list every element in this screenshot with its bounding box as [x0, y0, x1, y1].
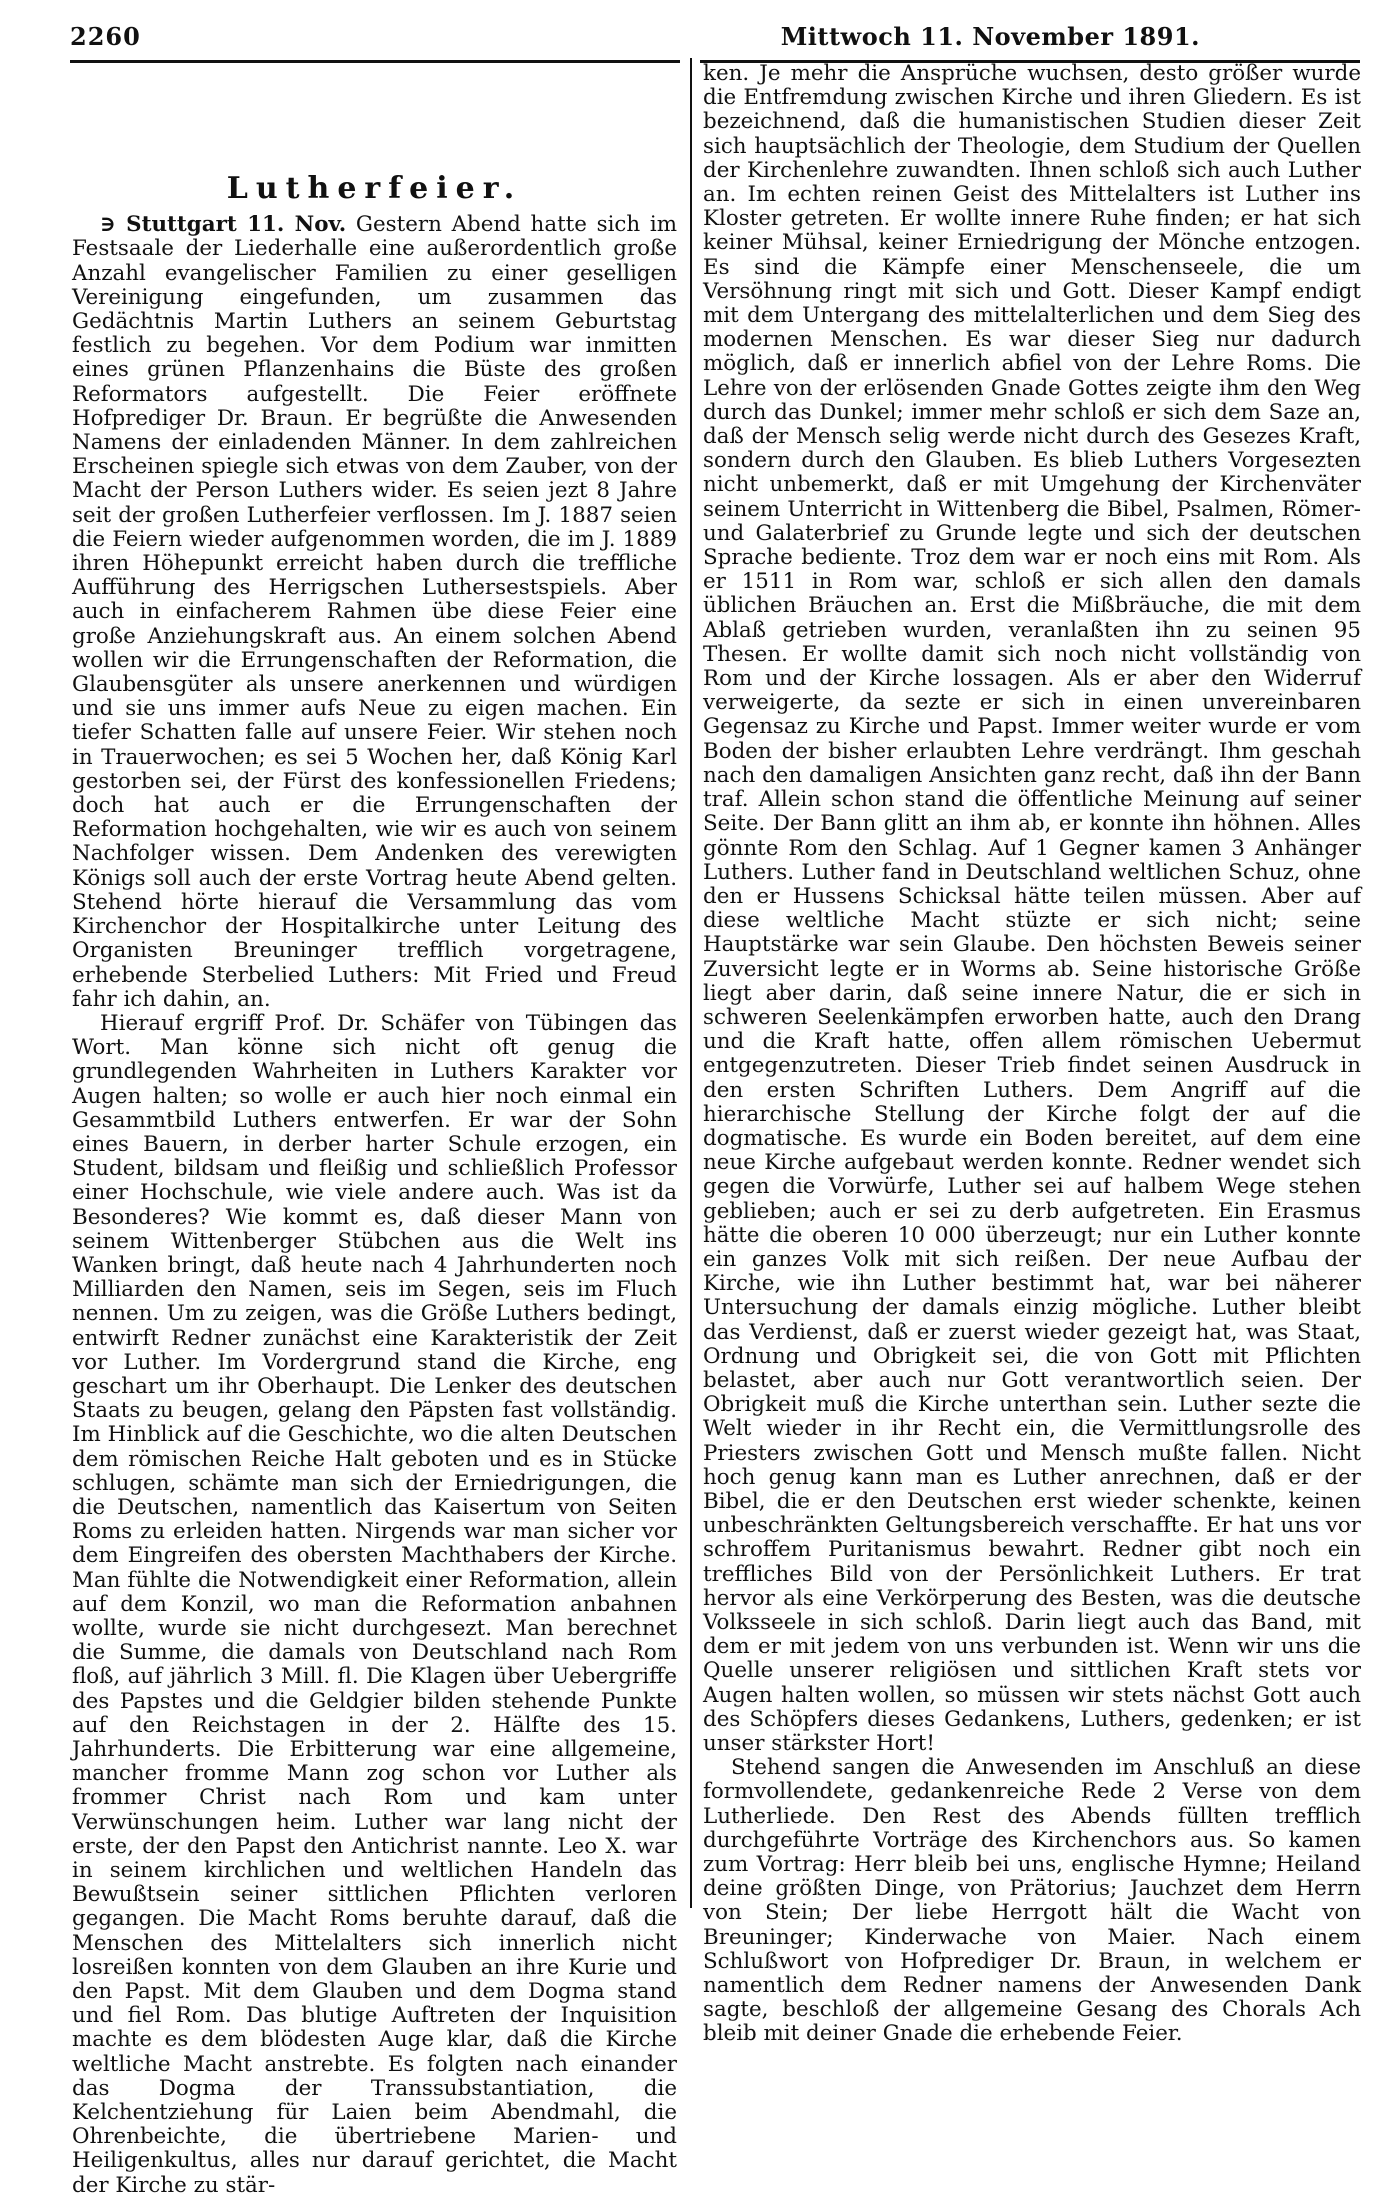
issue-date: Mittwoch 11. November 1891.	[780, 22, 1200, 51]
left-column	[72, 62, 677, 2198]
dateline: ∋ Stuttgart 11. Nov.	[100, 212, 347, 238]
article-paragraph: ken. Je mehr die Ansprüche wuchsen, desto größer wurde die Entfremdung zwischen Kirche und ihren Gliedern. Es ist bezeichnend, daß die humanistischen Studien dieser Zeit sich hauptsächlich der Theologie, dem Studium der Quellen der Kirchenlehre zuwandten. Ihnen schloß sich auch Luther an. Im echten reinen Geist des Mittelalters ist Luther ins Kloster getreten. Er wollte innere Ruhe finden; er hat sich keiner Mühsal, keiner Erniedrigung der Mönche entzogen. Es sind die Kämpfe einer Menschenseele, die um Versöhnung ringt mit sich und Gott. Dieser Kampf endigt mit dem Untergang des mittelalterlichen und dem Sieg des modernen Menschen. Es war dieser Sieg nur dadurch möglich, daß er innerlich abfiel von der Lehre Roms. Die Lehre von der erlösenden Gnade Gottes zeigte ihm den Weg durch das Dunkel; immer mehr schloß er sich dem Saze an, daß der Mensch selig werde nicht durch des Gesezes Kraft, sondern durch den Glauben. Es blieb Luthers Vorgesezten nicht unbemerkt, daß er mit Umgehung der Kirchenväter seinem Unterricht in Wittenberg die Bibel, Psalmen, Römer- und Galaterbrief zu Grunde legte und sich der deutschen Sprache bediente. Troz dem war er noch eins mit Rom. Als er 1511 in Rom war, schloß er sich allen den damals üblichen Bräuchen an. Erst die Mißbräuche, die mit dem Ablaß getrieben wurden, veranlaßten ihn zu seinen 95 Thesen. Er wollte damit sich noch nicht vollständig von Rom und der Kirche lossagen. Als er aber den Widerruf verweigerte, da sezte er sich in einen unvereinbaren Gegensaz zu Kirche und Papst. Immer weiter wurde er vom Boden der bisher erlaubten Lehre verdrängt. Ihm geschah nach den damaligen Ansichten ganz recht, daß ihn der Bann traf. Allein schon stand die öffentliche Meinung auf seiner Seite. Der Bann glitt an ihm ab, er konnte ihn höhnen. Alles gönnte Rom den Schlag. Auf 1 Gegner kamen 3 Anhänger Luthers. Luther fand in Deutschland weltlichen Schuz, ohne den er Hussens Schicksal hätte teilen müssen. Aber auf diese weltliche Macht stüzte er sich nicht; seine Hauptstärke war sein Glaube. Den höchsten Beweis seiner Zuversicht legte er in Worms ab. Seine historische Größe liegt aber darin, daß seine innere Natur, die er sich in schweren Seelenkämpfen erworben hatte, auch den Drang und die Kraft hatte, offen allem römischen Uebermut entgegenzutreten. Dieser Trieb findet seinen Ausdruck in den ersten Schriften Luthers. Dem Angriff auf die hierarchische Stellung der Kirche folgt der auf die dogmatische. Es wurde ein Boden bereitet, auf dem eine neue Kirche aufgebaut werden konnte. Redner wendet sich gegen die Vorwürfe, Luther sei auf halbem Wege stehen geblieben; auch er sei zu derb aufgetreten. Ein Erasmus hätte die oberen 10 000 überzeugt; nur ein Luther konnte ein ganzes Volk mit sich reißen. Der neue Aufbau der Kirche, wie ihn Luther bestimmt hat, war bei näherer Untersuchung der damals einzig mögliche. Luther bleibt das Verdienst, daß er zuerst wieder gezeigt hat, was Staat, Ordnung und Obrigkeit sei, die von Gott mit Pflichten belastet, aber auch nur Gott verantwortlich seien. Der Obrigkeit muß die Kirche unterthan sein. Luther sezte die Welt wieder in ihr Recht ein, die Vermittlungsrolle des Priesters zwischen Gott und Mensch mußte fallen. Nicht hoch genug kann man es Luther anrechnen, daß er der Bibel, die er den Deutschen erst wieder schenkte, keinen unbeschränkten Geltungsbereich verschaffte. Er hat uns vor schroffem Puritanismus bewahrt. Redner gibt noch ein treffliches Bild von der Persönlichkeit Luthers. Er trat hervor als eine Verkörperung des Besten, was die deutsche Volksseele in sich schloß. Darin liegt auch das Band, mit dem er mit jedem von uns verbunden ist. Wenn wir uns die Quelle unserer religiösen und sittlichen Kraft stets vor Augen halten wollen, so müssen wir stets nächst Gott auch des Schöpfers dieses Gedankens, Luthers, gedenken; er ist unser stärkster Hort!	[703, 61, 1361, 1757]
article-paragraph: Hierauf ergriff Prof. Dr. Schäfer von Tübingen das Wort. Man könne sich nicht oft genug die grundlegenden Wahrheiten in Luthers Karakter vor Augen halten; so wolle er auch hier noch einmal ein Gesammtbild Luthers entwerfen. Er war der Sohn eines Bauern, in derber harter Schule erzogen, ein Student, bildsam und fleißig und schließlich Professor einer Hochschule, wie viele andere auch. Was ist da Besonderes? Wie kommt es, daß dieser Mann von seinem Wittenberger Stübchen aus die Welt ins Wanken bringt, daß heute nach 4 Jahrhunderten noch Milliarden den Namen, seis im Segen, seis im Fluch nennen. Um zu zeigen, was die Größe Luthers bedingt, entwirft Redner zunächst eine Karakteristik der Zeit vor Luther. Im Vordergrund stand die Kirche, eng geschart um ihr Oberhaupt. Die Lenker des deutschen Staats zu beugen, gelang den Päpsten fast vollständig. Im Hinblick auf die Geschichte, wo die alten Deutschen dem römischen Reiche Halt geboten und es in Stücke schlugen, schämte man sich der Erniedrigungen, die die Deutschen, namentlich das Kaisertum von Seiten Roms zu erleiden hatten. Nirgends war man sicher vor dem Eingreifen des obersten Machthabers der Kirche. Man fühlte die Notwendigkeit einer Reformation, allein auf dem Konzil, wo man die Reformation anbahnen wollte, wurde sie nicht durchgesezt. Man berechnet die Summe, die damals von Deutschland nach Rom floß, auf jährlich 3 Mill. fl. Die Klagen über Uebergriffe des Papstes und die Geldgier bilden stehende Punkte auf den Reichstagen in der 2. Hälfte des 15. Jahrhunderts. Die Erbitterung war eine allgemeine, mancher fromme Mann zog schon vor Luther als frommer Christ nach Rom und kam unter Verwünschungen heim. Luther war lang nicht der erste, der den Papst den Antichrist nannte. Leo X. war in seinem kirchlichen und weltlichen Handeln das Bewußtsein seiner sittlichen Pflichten verloren gegangen. Die Macht Roms beruhte darauf, daß die Menschen des Mittelalters sich innerlich nicht losreißen konnten von dem Glauben an ihre Kurie und den Papst. Mit dem Glauben und dem Dogma stand und fiel Rom. Das blutige Auftreten der Inquisition machte es dem blödesten Auge klar, daß die Kirche weltliche Macht anstrebte. Es folgten nach einander das Dogma der Transsubstantiation, die Kelchentziehung für Laien beim Abendmahl, die Ohrenbeichte, die übertriebene Marien- und Heiligenkultus, alles nur darauf gerichtet, die Macht der Kirche zu stär-	[72, 1010, 677, 2198]
column-divider	[690, 58, 692, 1908]
article-title: Lutherfeier.	[226, 171, 523, 206]
right-column	[703, 62, 1361, 2047]
paragraph-text: Gestern Abend hatte sich im Festsaale der Liederhalle eine außerordentlich große Anzahl evangelischer Familien zu einer geselligen Vereinigung eingefunden, um zusammen das Gedächtnis Martin Luthers an seinem Geburtstag festlich zu begehen. Vor dem Podium war inmitten eines grünen Pflanzenhains die Büste des großen Reformators aufgestellt. Die Feier eröffnete Hofprediger Dr. Braun. Er begrüßte die Anwesenden Namens der einladenden Männer. In dem zahlreichen Erscheinen spiegle sich etwas von dem Zauber, von der Macht der Person Luthers wider. Es seien jezt 8 Jahre seit der großen Lutherfeier verflossen. Im J. 1887 seien die Feiern wieder aufgenommen worden, die im J. 1889 ihren Höhepunkt erreicht haben durch die treffliche Aufführung des Herrigschen Luthersestspiels. Aber auch in einfacherem Rahmen übe diese Feier eine große Anziehungskraft aus. An einem solchen Abend wollen wir die Errungenschaften der Reformation, die Glaubensgüter als unsere anerkennen und würdigen und sie uns immer aufs Neue zu eigen machen. Ein tiefer Schatten falle auf unsere Feier. Wir stehen noch in Trauerwochen; es sei 5 Wochen her, daß König Karl gestorben sei, der Fürst des konfessionellen Friedens; doch hat auch er die Errungenschaften der Reformation hochgehalten, wie wir es auch von seinem Nachfolger wissen. Dem Andenken des verewigten Königs soll auch der erste Vortrag heute Abend gelten. Stehend hörte hierauf die Versammlung das vom Kirchenchor der Hospitalkirche unter Leitung des Organisten Breuninger trefflich vorgetragene, erhebende Sterbelied Luthers: Mit Fried und Freud fahr ich dahin, an.	[72, 212, 678, 1012]
page-number: 2260	[70, 22, 141, 51]
article-paragraph	[72, 213, 677, 1012]
article-paragraph: Stehend sangen die Anwesenden im Anschluß an diese formvollendete, gedankenreiche Rede 2 Verse von dem Lutherliede. Den Rest des Abends füllten trefflich durchgeführte Vorträge des Kirchenchors aus. So kamen zum Vortrag: Herr bleib bei uns, englische Hymne; Heiland deine größten Dinge, von Prätorius; Jauchzet dem Herrn von Stein; Der liebe Herrgott hält die Wacht von Breuninger; Kinderwache von Maier. Nach einem Schlußwort von Hofprediger Dr. Braun, in welchem er namentlich dem Redner namens der Anwesenden Dank sagte, beschloß der allgemeine Gesang des Chorals Ach bleib mit deiner Gnade die erhebende Feier.	[703, 1755, 1361, 2047]
page-header	[70, 22, 1380, 62]
